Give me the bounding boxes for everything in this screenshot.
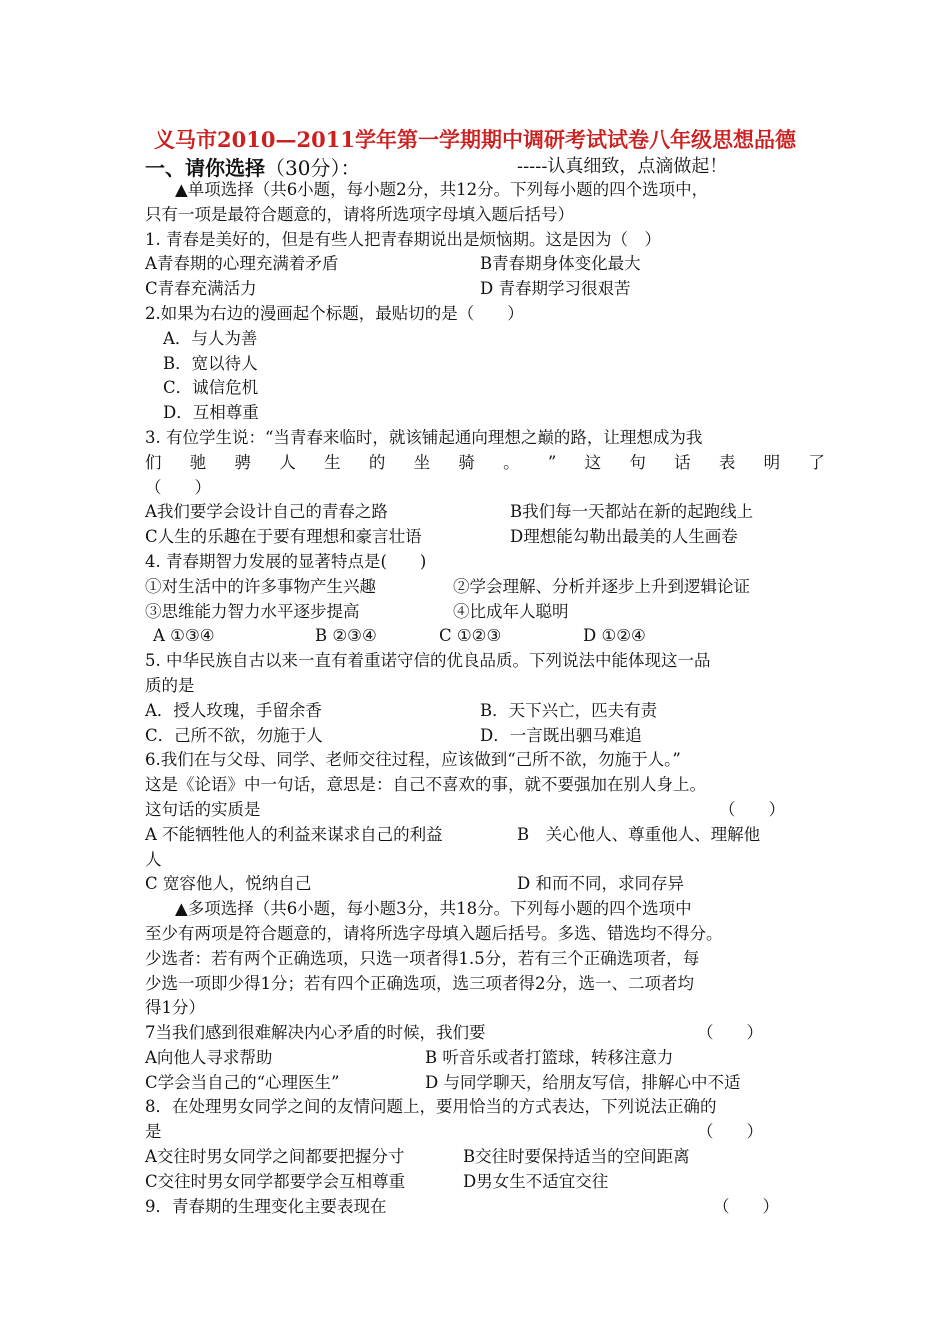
q1-options-cd: [145, 277, 825, 302]
q8-option-b: B交往时要保持适当的空间距离: [463, 1147, 690, 1167]
q4-option-d: D ①②④: [583, 626, 646, 646]
q4-option-c: C ①②③: [439, 626, 502, 646]
q7-options-ab: [145, 1046, 825, 1071]
q2-option-b: B．宽以待人: [163, 353, 258, 373]
q7-option-a: A向他人寻求帮助: [145, 1047, 273, 1067]
q3-char: 了: [808, 452, 825, 472]
q1-option-c: C青春充满活力: [145, 279, 257, 299]
q1-options-ab: [145, 252, 825, 277]
q3-char: 生: [324, 452, 341, 472]
question-7: [145, 1021, 825, 1046]
q4-statements-34: [145, 600, 825, 625]
q3-options-cd: [145, 525, 825, 550]
q6-option-b: B 关心他人、尊重他人、理解他: [517, 824, 761, 844]
q4-statement-2: ②学会理解、分析并逐步上升到逻辑论证: [453, 576, 750, 596]
q3-char: 。: [503, 452, 520, 472]
question-9: [145, 1195, 825, 1220]
q6-options-cd: [145, 872, 825, 897]
q4-statements-12: [145, 575, 825, 600]
question-8: 8．在处理男女同学之间的友情问题上，要用恰当的方式表达，下列说法正确的: [145, 1097, 717, 1117]
question-1: 1. 青春是美好的，但是有些人把青春期说出是烦恼期。这是因为（ ）: [145, 229, 661, 249]
q3-answer-paren: （ ）: [145, 477, 211, 497]
q7-option-d: D 与同学聊天，给朋友写信，排解心中不适: [425, 1072, 741, 1092]
q3-option-d: D理想能勾勒出最美的人生画卷: [510, 527, 738, 547]
q5-option-a: A．授人玫瑰，手留余香: [145, 700, 322, 720]
q3-char: 坐: [413, 452, 431, 472]
q6-stem-end: 这句话的实质是: [145, 799, 261, 819]
q8-option-c: C交往时男女同学都要学会互相尊重: [145, 1171, 406, 1191]
question-5: 5. 中华民族自古以来一直有着重诺守信的优良品质。下列说法中能体现这一品: [145, 651, 711, 671]
q4-option-b: B ②③④: [315, 626, 377, 646]
q5-options-cd: [145, 724, 825, 749]
q6-option-c: C 宽容他人，悦纳自己: [145, 874, 312, 894]
multi-intro-3: 少选者：若有两个正确选项，只选一项者得1.5分，若有三个正确选项者，每: [145, 948, 700, 968]
q7-options-cd: [145, 1071, 825, 1096]
q6-answer-paren: （ ）: [719, 799, 785, 819]
q3-char: 人: [279, 452, 296, 472]
q3-stem-justified: [145, 451, 825, 476]
q3-char: 话: [674, 452, 691, 472]
q5-options-ab: [145, 699, 825, 724]
q5-option-c: C．己所不欲，勿施于人: [145, 725, 323, 745]
exam-content: [145, 178, 825, 1219]
q8-options-ab: [145, 1145, 825, 1170]
q3-char: 的: [368, 452, 386, 472]
q3-option-a: A我们要学会设计自己的青春之路: [145, 502, 388, 522]
q9-stem: 9．青春期的生理变化主要表现在: [145, 1196, 387, 1216]
q3-char: ”: [547, 452, 557, 472]
q3-char: 们: [145, 452, 162, 472]
q6-option-b-cont: 人: [145, 849, 162, 869]
q8-options-cd: [145, 1170, 825, 1195]
q2-option-a: A．与人为善: [163, 328, 258, 348]
question-6-cont2: [145, 798, 825, 823]
q7-answer-paren: （ ）: [697, 1023, 763, 1043]
question-4: 4. 青春期智力发展的显著特点是( ): [145, 551, 427, 571]
section-heading: [145, 152, 825, 178]
single-intro-cont: 只有一项是最符合题意的，请将所选项字母填入题后括号）: [145, 204, 574, 224]
question-6-cont: 这是《论语》中一句话，意思是：自己不喜欢的事，就不要强加在别人身上。: [145, 775, 706, 795]
q4-options: [145, 624, 825, 649]
question-8-cont: [145, 1120, 825, 1145]
q6-option-d: D 和而不同，求同存异: [517, 874, 684, 894]
section-slogan: -----认真细致，点滴做起！: [517, 156, 728, 177]
q3-char: 驰: [189, 452, 207, 472]
question-6: 6.我们在与父母、同学、老师交往过程，应该做到“己所不欲，勿施于人。”: [145, 750, 681, 770]
q2-option-d: D．互相尊重: [163, 403, 259, 423]
question-3: 3. 有位学生说：“当青春来临时，就该铺起通向理想之巅的路，让理想成为我: [145, 427, 703, 447]
q1-option-d: D 青春期学习很艰苦: [480, 279, 631, 299]
q2-option-c: C．诚信危机: [163, 378, 259, 398]
multi-intro-4: 少选一项即少得1分；若有四个正确选项，选三项者得2分，选一、二项者均: [145, 973, 694, 993]
q8-option-d: D男女生不适宜交往: [463, 1171, 609, 1191]
q6-options-ab: [145, 823, 825, 848]
q7-option-b: B 听音乐或者打篮球，转移注意力: [425, 1047, 674, 1067]
multi-intro-2: 至少有两项是符合题意的，请将所选字母填入题后括号。多选、错选均不得分。: [145, 923, 723, 943]
q6-option-a: A 不能牺牲他人的利益来谋求自己的利益: [145, 824, 443, 844]
q8-stem-end: 是: [145, 1122, 162, 1142]
single-intro: ▲单项选择（共6小题，每小题2分，共12分。下列每小题的四个选项中，: [175, 180, 709, 199]
multi-intro-5: 得1分）: [145, 998, 205, 1018]
q4-statement-1: ①对生活中的许多事物产生兴趣: [145, 576, 376, 596]
q3-options-ab: [145, 500, 825, 525]
q8-option-a: A交往时男女同学之间都要把握分寸: [145, 1147, 405, 1167]
q5-option-b: B．天下兴亡，匹夫有责: [480, 700, 658, 720]
q9-answer-paren: （ ）: [713, 1196, 779, 1216]
q7-option-c: C学会当自己的“心理医生”: [145, 1072, 340, 1092]
q3-option-b: B我们每一天都站在新的起跑线上: [510, 502, 754, 522]
multi-intro: ▲多项选择（共6小题，每小题3分，共18分。下列每小题的四个选项中: [175, 899, 692, 919]
q3-option-c: C人生的乐趣在于要有理想和豪言壮语: [145, 527, 422, 547]
q4-option-a: A ①③④: [153, 626, 215, 646]
q3-char: 明: [763, 452, 781, 472]
q3-char: 表: [718, 452, 736, 472]
question-2: 2.如果为右边的漫画起个标题，最贴切的是（ ）: [145, 303, 524, 323]
q3-char: 骑: [458, 452, 475, 472]
q3-char: 这: [584, 452, 602, 472]
q3-char: 句: [629, 452, 646, 472]
q7-stem: 7当我们感到很难解决内心矛盾的时候，我们要: [145, 1023, 486, 1043]
q4-statement-3: ③思维能力智力水平逐步提高: [145, 601, 360, 621]
q5-option-d: D．一言既出驷马难追: [480, 725, 642, 745]
q1-option-a: A青春期的心理充满着矛盾: [145, 254, 339, 274]
section-score: （30分）：: [265, 156, 361, 180]
exam-title: 义马市2010—2011学年第一学期期中调研考试试卷八年级思想品德: [154, 127, 796, 152]
section-title: 一、请你选择: [145, 156, 265, 180]
question-5-cont: 质的是: [145, 675, 195, 695]
q8-answer-paren: （ ）: [697, 1122, 763, 1142]
q1-option-b: B青春期身体变化最大: [480, 254, 641, 274]
q3-char: 骋: [234, 452, 252, 472]
q4-statement-4: ④比成年人聪明: [453, 601, 569, 621]
